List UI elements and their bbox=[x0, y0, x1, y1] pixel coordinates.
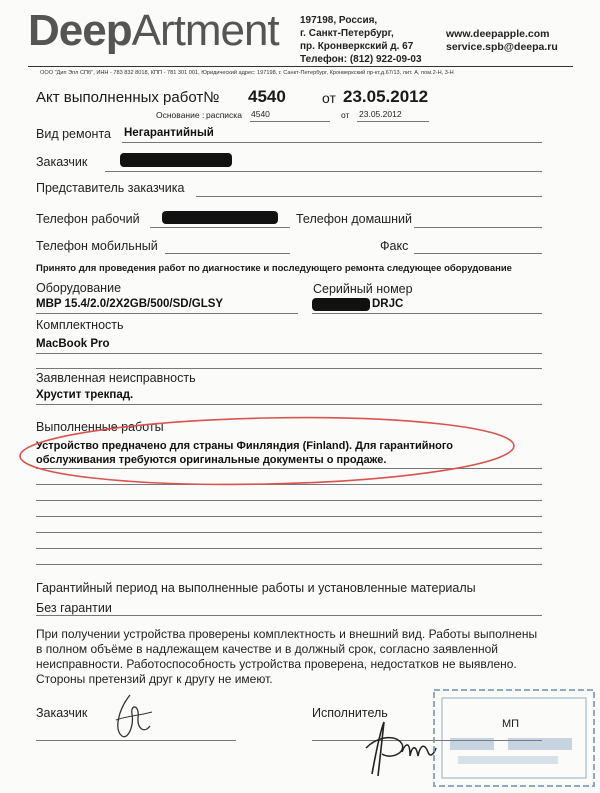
company-requisites: ООО "Дип Эпл СПб", ИНН - 783 832 8018, КПП - 781 301 001, Юридический адрес: 197198, г. Санкт-Петербург, Кронверкский пр-кт,д.67/13, лит. А, пом.2-Н, 3-Н bbox=[40, 70, 454, 76]
company-contacts bbox=[446, 28, 558, 54]
logo-bold-part: Deep bbox=[28, 6, 132, 55]
basis-date-prefix: от bbox=[341, 110, 350, 120]
equipment-label: Оборудование bbox=[36, 281, 122, 295]
mobile-phone-line bbox=[165, 253, 290, 254]
works-label: Выполненные работы bbox=[36, 420, 164, 434]
executor-signature-label: Исполнитель bbox=[312, 706, 388, 720]
customer-redaction bbox=[120, 153, 232, 167]
closing-line: неисправности. Работоспособность устройства проверена, недостатков не выявлено. bbox=[36, 657, 517, 671]
home-phone-label: Телефон домашний bbox=[296, 212, 413, 226]
highlight-ellipse bbox=[14, 408, 520, 492]
address-line: г. Санкт-Петербург, bbox=[300, 28, 394, 39]
website-link[interactable]: www.deepapple.com bbox=[446, 28, 550, 40]
basis-number-line bbox=[250, 121, 330, 122]
works-line-2: обслуживания требуются оригинальные документы о продаже. bbox=[36, 454, 387, 466]
fault-value: Хрустит трекпад. bbox=[36, 389, 134, 401]
serial-value: DRJC bbox=[372, 298, 404, 310]
work-phone-label: Телефон рабочий bbox=[36, 212, 140, 226]
fault-line bbox=[36, 404, 542, 405]
address-line: пр. Кронверкский д. 67 bbox=[300, 41, 414, 52]
equipment-line bbox=[36, 313, 298, 314]
company-address bbox=[300, 14, 422, 66]
serial-label: Серийный номер bbox=[313, 282, 413, 296]
works-line-1: Устройство предначено для страны Финляндия (Finland). Для гарантийного bbox=[36, 440, 454, 452]
accepted-note: Принято для проведения работ по диагностике и последующего ремонта следующее оборудование bbox=[36, 263, 512, 274]
works-line bbox=[36, 500, 542, 501]
address-line: 197198, Россия, bbox=[300, 15, 378, 26]
logo-regular-part: Artment bbox=[131, 6, 279, 55]
warranty-line bbox=[36, 615, 542, 616]
warranty-value: Без гарантии bbox=[36, 601, 112, 615]
kit-value: MacBook Pro bbox=[36, 338, 110, 350]
serial-line bbox=[312, 313, 542, 314]
repair-type-label: Вид ремонта bbox=[36, 127, 111, 141]
customer-signature bbox=[108, 690, 158, 745]
company-stamp bbox=[428, 686, 600, 793]
basis-doc: расписка bbox=[206, 110, 242, 120]
act-number: 4540 bbox=[248, 87, 286, 106]
email-link[interactable]: service.spb@deepa.ru bbox=[446, 41, 558, 53]
closing-line: в полном объёме в надлежащем качестве и в должный срок, согласно заявленной bbox=[36, 642, 498, 656]
customer-line bbox=[105, 171, 542, 172]
works-line bbox=[36, 516, 542, 517]
equipment-value: MBP 15.4/2.0/2X2GB/500/SD/GLSY bbox=[36, 298, 224, 310]
work-phone-redaction bbox=[162, 211, 278, 224]
closing-paragraph bbox=[36, 627, 576, 687]
closing-line: При получении устройства проверены комплектность и внешний вид. Работы выполнены bbox=[36, 627, 538, 641]
mobile-phone-label: Телефон мобильный bbox=[36, 239, 158, 253]
basis-label: Основание : bbox=[156, 110, 205, 120]
customer-signature-label: Заказчик bbox=[36, 706, 88, 720]
company-logo bbox=[28, 6, 279, 56]
rep-label: Представитель заказчика bbox=[36, 181, 185, 195]
act-date-prefix: от bbox=[322, 90, 336, 106]
work-phone-line bbox=[150, 227, 290, 228]
basis-date: 23.05.2012 bbox=[359, 109, 402, 119]
header-divider bbox=[28, 66, 573, 67]
works-line bbox=[36, 532, 542, 533]
address-line: Телефон: (812) 922-09-03 bbox=[300, 54, 422, 65]
kit-line bbox=[36, 353, 542, 354]
kit-label: Комплектность bbox=[36, 318, 124, 332]
repair-type-line bbox=[122, 142, 542, 143]
home-phone-line bbox=[414, 227, 542, 228]
repair-type-value: Негарантийный bbox=[124, 127, 214, 139]
kit-line-2 bbox=[36, 368, 542, 369]
closing-line: Стороны претензий друг к другу не имеют. bbox=[36, 672, 273, 686]
fax-label: Факс bbox=[380, 239, 409, 253]
fax-line bbox=[414, 253, 542, 254]
works-line bbox=[36, 564, 542, 565]
serial-redaction bbox=[312, 298, 370, 311]
basis-number: 4540 bbox=[251, 109, 270, 119]
customer-label: Заказчик bbox=[36, 155, 88, 169]
fault-label: Заявленная неисправность bbox=[36, 371, 196, 385]
rep-line bbox=[196, 196, 542, 197]
seal-label: МП bbox=[502, 718, 520, 730]
warranty-label: Гарантийный период на выполненные работы и установленные материалы bbox=[36, 581, 476, 595]
act-title: Акт выполненных работ№ bbox=[36, 89, 220, 106]
works-line bbox=[36, 548, 542, 549]
basis-date-line bbox=[357, 121, 429, 122]
act-date: 23.05.2012 bbox=[343, 87, 429, 106]
